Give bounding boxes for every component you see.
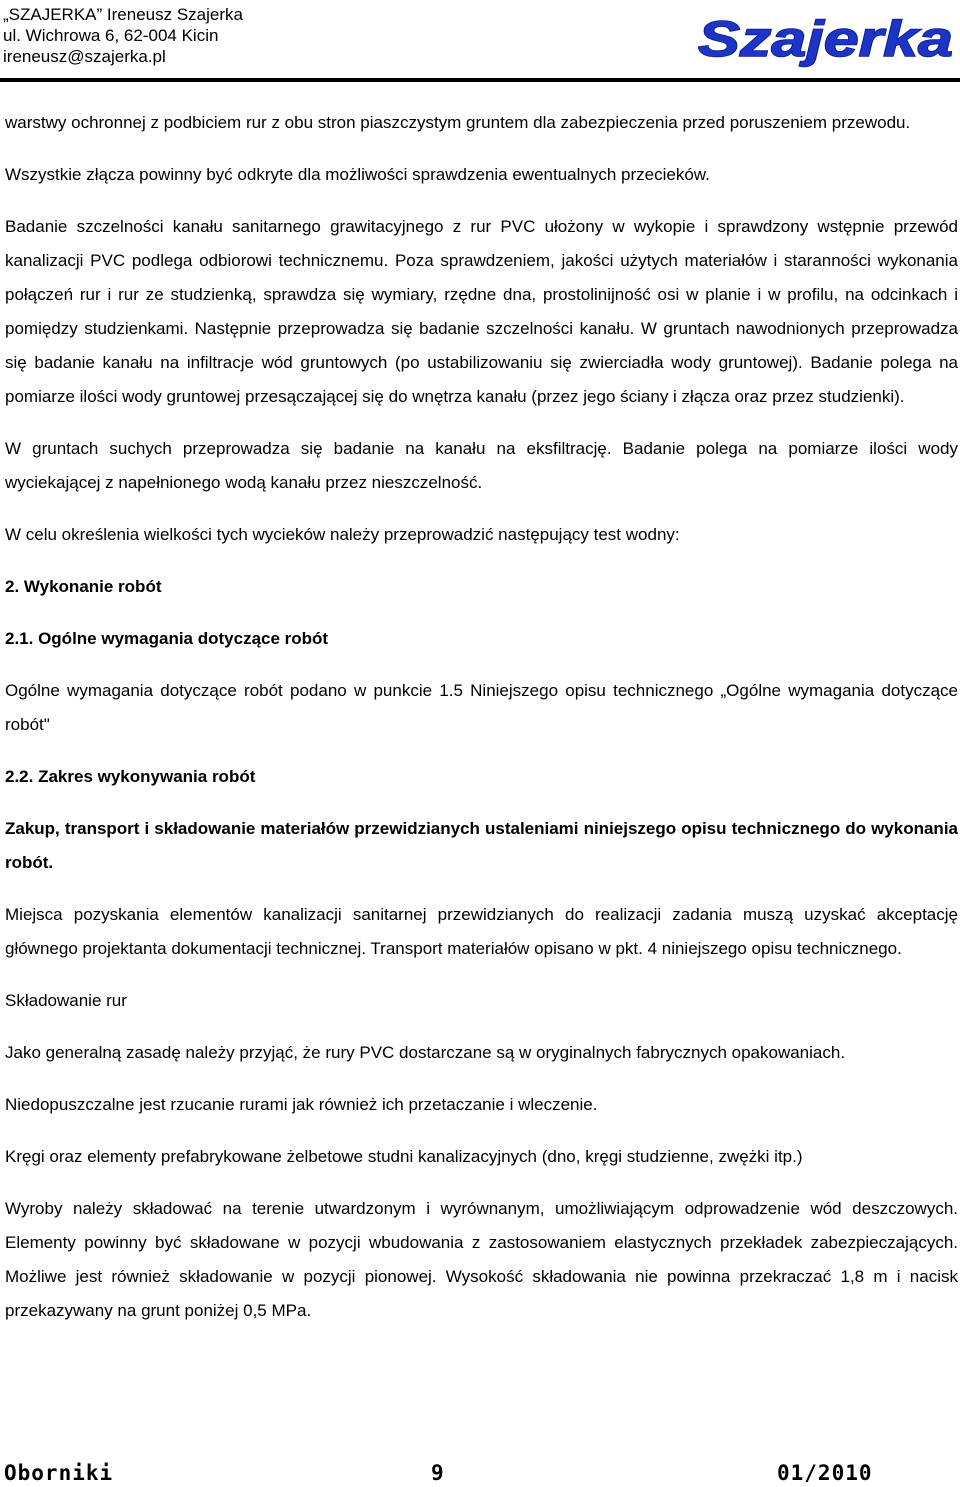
page-footer xyxy=(0,1455,960,1487)
company-name: „SZAJERKA” Ireneusz Szajerka xyxy=(3,5,243,24)
paragraph: Niedopuszczalne jest rzucanie rurami jak również ich przetaczanie i wleczenie. xyxy=(5,1095,598,1114)
paragraph: Ogólne wymagania dotyczące robót podano w punkcie 1.5 Niniejszego opisu technicznego „Ogólne wymagania dotyczące robót" xyxy=(5,681,958,734)
paragraph: W gruntach suchych przeprowadza się badanie na kanału na eksfiltrację. Badanie polega na pomiarze ilości wody wyciekającej z napełnionego wodą kanału przez nieszczelność. xyxy=(5,439,958,492)
page-header xyxy=(0,0,960,80)
logo-text: Szajerka xyxy=(698,11,953,67)
paragraph: Wszystkie złącza powinny być odkryte dla możliwości sprawdzenia ewentualnych przecieków. xyxy=(5,165,710,184)
paragraph: Wyroby należy składować na terenie utwardzonym i wyrównanym, umożliwiającym odprowadzenie wód deszczowych. Elementy powinny być składowane w pozycji wbudowania z zastosowaniem elastycznych przekładek zabezpieczających. Możliwe jest również składowanie w pozycji pionowej. Wysokość składowania nie powinna przekraczać 1,8 m i nacisk przekazywany na grunt poniżej 0,5 MPa. xyxy=(5,1199,958,1320)
subsection-heading: 2.2. Zakres wykonywania robót xyxy=(5,767,256,786)
paragraph: Miejsca pozyskania elementów kanalizacji sanitarnej przewidzianych do realizacji zadania muszą uzyskać akceptację głównego projektanta dokumentacji technicznej. Transport materiałów opisano w pkt. 4 niniejszego opisu technicznego. xyxy=(5,905,958,958)
company-address: ul. Wichrowa 6, 62-004 Kicin xyxy=(3,26,219,45)
document-body xyxy=(5,106,958,1328)
paragraph: warstwy ochronnej z podbiciem rur z obu stron piaszczystym gruntem dla zabezpieczenia przed poruszeniem przewodu. xyxy=(5,113,911,132)
company-logo xyxy=(694,0,957,74)
subsection-heading: 2.1. Ogólne wymagania dotyczące robót xyxy=(5,629,329,648)
company-info xyxy=(3,4,243,67)
footer-location: Oborniki xyxy=(4,1461,114,1485)
page-number: 9 xyxy=(431,1461,445,1485)
section-heading: 2. Wykonanie robót xyxy=(5,577,162,596)
paragraph-bold: Zakup, transport i składowanie materiałów przewidzianych ustaleniami niniejszego opisu technicznego do wykonania robót. xyxy=(5,819,958,872)
header-divider xyxy=(0,78,960,82)
company-email: ireneusz@szajerka.pl xyxy=(3,47,166,66)
paragraph: W celu określenia wielkości tych wycieków należy przeprowadzić następujący test wodny: xyxy=(5,525,680,544)
paragraph: Badanie szczelności kanału sanitarnego grawitacyjnego z rur PVC ułożony w wykopie i sprawdzony wstępnie przewód kanalizacji PVC podlega odbiorowi technicznemu. Poza sprawdzeniem, jakości użytych materiałów i staranności wykonania połączeń rur i rur ze studzienką, sprawdza się wymiary, rzędne dna, prostolinijność osi w planie i w profilu, na odcinkach i pomiędzy studzienkami. Następnie przeprowadza się badanie szczelności kanału. W gruntach nawodnionych przeprowadza się badanie kanału na infiltracje wód gruntowych (po ustabilizowaniu się zwierciadła wody gruntowej). Badanie polega na pomiarze ilości wody gruntowej przesączającej się do wnętrza kanału (przez jego ściany i złącza oraz przez studzienki). xyxy=(5,217,958,406)
paragraph: Jako generalną zasadę należy przyjąć, że rury PVC dostarczane są w oryginalnych fabrycznych opakowaniach. xyxy=(5,1043,846,1062)
subheading: Składowanie rur xyxy=(5,991,127,1010)
footer-date: 01/2010 xyxy=(777,1461,873,1485)
paragraph: Kręgi oraz elementy prefabrykowane żelbetowe studni kanalizacyjnych (dno, kręgi studzienne, zwężki itp.) xyxy=(5,1147,803,1166)
